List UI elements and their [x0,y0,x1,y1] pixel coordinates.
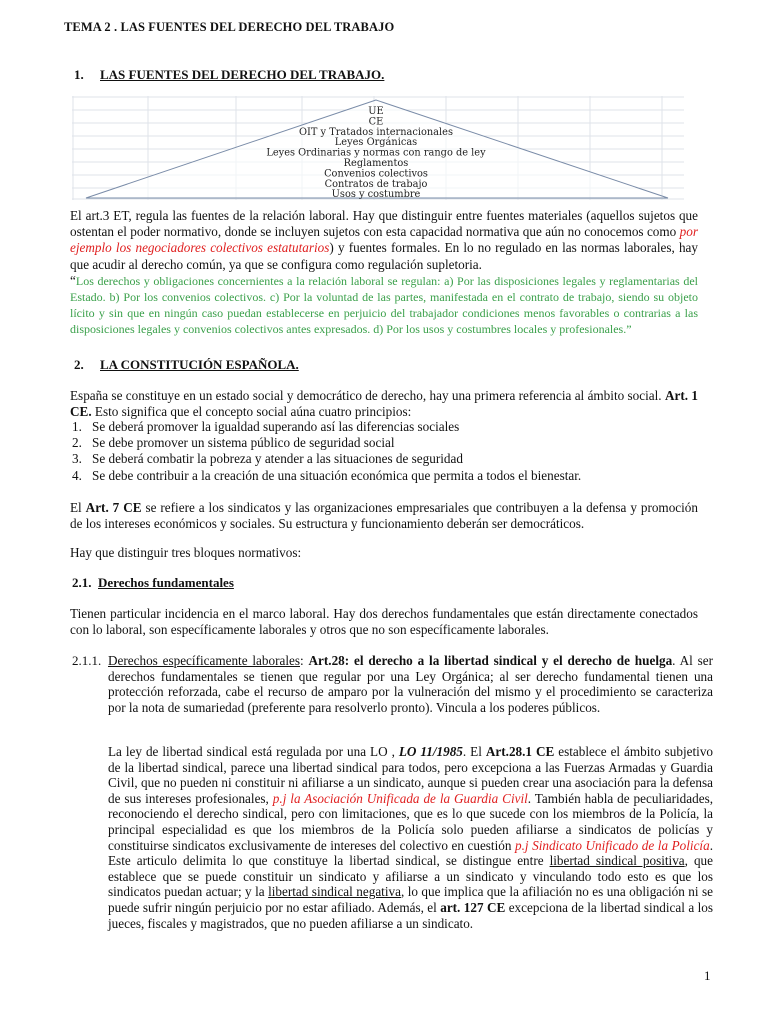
sources-pyramid [72,96,684,200]
bold-ref: art. 127 CE [440,899,506,915]
item-text: Se debe contribuir a la creación de una situación económica que permita a todos el bienestar. [92,467,582,483]
section-number: 1. [74,67,84,82]
text: El art.3 ET, regula las fuentes de la relación laboral. Hay que distinguir entre fuentes materiales (aquellos sujetos que ostentan el poder normativo, donde se incluyen sujetos con esta capacidad normativa que aún no conocemos como [70,208,698,240]
text: . Este articulo delimita lo que constituye la libertad sindical, se distingue entre [108,837,713,869]
highlight-red: por ejemplo los negociadores colectivos estatutarios [70,224,698,256]
text: , lo que implica que la afiliación no es una obligación ni se puede sufrir ningún perjuicio por no estar afiliado. Además, el [108,884,714,915]
bold-ref: Art.28: el derecho a la libertad sindical y el derecho de huelga [308,653,673,668]
highlight-red: p.j Sindicato Unificado de la Policía [515,837,710,853]
pyramid-level-label: Leyes Ordinarias y normas con rango de ley [266,147,486,159]
text: excepciona de la libertad sindical a los jueces, fiscales y magistrados, que no pueden afiliarse a un sindicato. [108,899,713,931]
item-text: Se deberá promover la igualdad superando así las diferencias sociales [92,419,460,434]
item-number: 1. [72,419,82,434]
paragraph-art7 [70,500,698,532]
bold-ref: LO 11/1985 [398,744,463,759]
section-2-1-heading [72,575,234,591]
item-number: 2. [72,435,82,451]
pyramid-level-label: Contratos de trabajo [324,178,428,190]
bold-ref: Art.28.1 CE [485,744,555,759]
item-number: 4. [72,467,82,483]
paragraph-art3 [70,208,698,338]
highlight-red: p.j la Asociación Unificada de la Guardia Civil [272,790,528,806]
pyramid-level-label: OIT y Tratados internacionales [299,126,453,138]
section-number: 2. [74,357,84,372]
principle-item [70,419,698,435]
section-2-1-1-number: 2.1.1. [72,653,102,668]
pyramid-level-label: CE [368,116,384,128]
item-text: Se debe promover un sistema público de seguridad social [92,435,395,451]
paragraph-specific-rights [108,653,713,715]
pyramid-level-label: Reglamentos [343,158,409,169]
section-title: LAS FUENTES DEL DERECHO DEL TRABAJO. [100,67,385,82]
section-2-heading [74,357,299,373]
text: : [300,653,309,668]
text: . También habla de peculiaridades, reconociendo el derecho sindical, pero con limitaciones, que es lo que sucede con los miembros de la Policía, la principal especialidad es que los miembros de la Policía solo pueden afiliarse a sindicatos de policías y constituirse sindicatos exclusivamente de intereses del colectivo en cuestión [108,790,713,853]
quoted-article-text: Los derechos y obligaciones concernientes a la relación laboral se regulan: a) Por las disposiciones legales y reglamentarias del Estado. b) Por los convenios colectivos. c) Por la voluntad de las partes, manifestada en el contrato de trabajo, siendo su objeto lícito y sin que en ningún caso puedan establecerse en perjuicio del trabajador condiciones menos favorables o contrarias a las disposiciones legales y convenios colectivos antes expresados. d) Por los usos y costumbres locales y profesionales.” [70,273,698,337]
pyramid-level-label: Usos y costumbre [331,189,421,200]
page-number: 1 [704,968,711,983]
paragraph-blocks: Hay que distinguir tres bloques normativos: [70,545,302,560]
section-title: Derechos fundamentales [98,575,234,590]
text: ) y fuentes formales. En lo no regulado en las normas laborales, hay que acudir al derecho común, ya que se configura como regulación supletoria. [70,240,699,272]
underlined-term: libertad sindical positiva [549,853,685,869]
paragraph-freedom-of-association [108,744,713,931]
text: , que establece que se puede constituir un sindicato y afiliarse a un sindicato y vinculando todo esto es que los sindicatos puedan actuar; y la [108,853,713,900]
pyramid-level-label: Convenios colectivos [324,168,428,180]
text: . Al ser derechos fundamentales se tienen que regular por una Ley Orgánica; al ser derecho fundamental tienen una protección reforzada, cabe el recurso de amparo por la vulneración del mismo y el procedimiento se caracteriza por la nota de sumariedad (preferente para resolverlo pronto). Vincula a los poderes públicos. [108,653,713,715]
section-number: 2.1. [72,575,92,590]
paragraph-art1 [70,388,698,420]
item-text: Se deberá combatir la pobreza y atender a las situaciones de seguridad [92,451,463,467]
text: Esto significa que el concepto social aúna cuatro principios: [91,404,412,420]
text: establece el ámbito subjetivo de la libertad sindical, parece una libertad sindical para todos, pero excepciona a las Fuerzas Armadas y Guardia Civil, que no pueden ni constituir ni afiliarse a un sindicato, aunque si pueden crear una asociación para la defensa de sus intereses profesionales, [108,744,714,806]
text: El [70,500,86,515]
paragraph-fundamental-rights: Tienen particular incidencia en el marco laboral. Hay dos derechos fundamentales que están directamente conectados con lo laboral, son específicamente laborales y otros que no son específicamente laborales. [70,606,698,638]
bold-ref: Art. 1 CE. [70,388,698,420]
pyramid-level-label: Leyes Orgánicas [334,137,418,149]
text: España se constituye en un estado social y democrático de derecho, hay una primera referencia al ámbito social. [70,388,665,403]
text: La ley de libertad sindical está regulada por una LO , [108,744,399,759]
pyramid-level-label: UE [368,106,384,117]
principle-item [70,451,698,467]
item-number: 3. [72,451,82,467]
text: se refiere a los sindicatos y las organizaciones empresariales que contribuyen a la defensa y promoción de los intereses económicos y sociales. Su estructura y funcionamiento deberán ser democráticos. [70,500,698,532]
underlined-term: libertad sindical negativa [268,884,401,900]
principles-list [70,419,698,484]
text: . El [462,744,486,759]
section-1-heading [74,67,384,83]
quote-mark: “ [70,272,76,288]
principle-item [70,468,698,484]
bold-ref: Art. 7 CE [85,500,142,515]
section-title: LA CONSTITUCIÓN ESPAÑOLA. [100,357,299,372]
principle-item [70,435,698,451]
document-header: TEMA 2 . LAS FUENTES DEL DERECHO DEL TRABAJO [64,20,395,34]
underlined-term: Derechos específicamente laborales [108,653,300,668]
